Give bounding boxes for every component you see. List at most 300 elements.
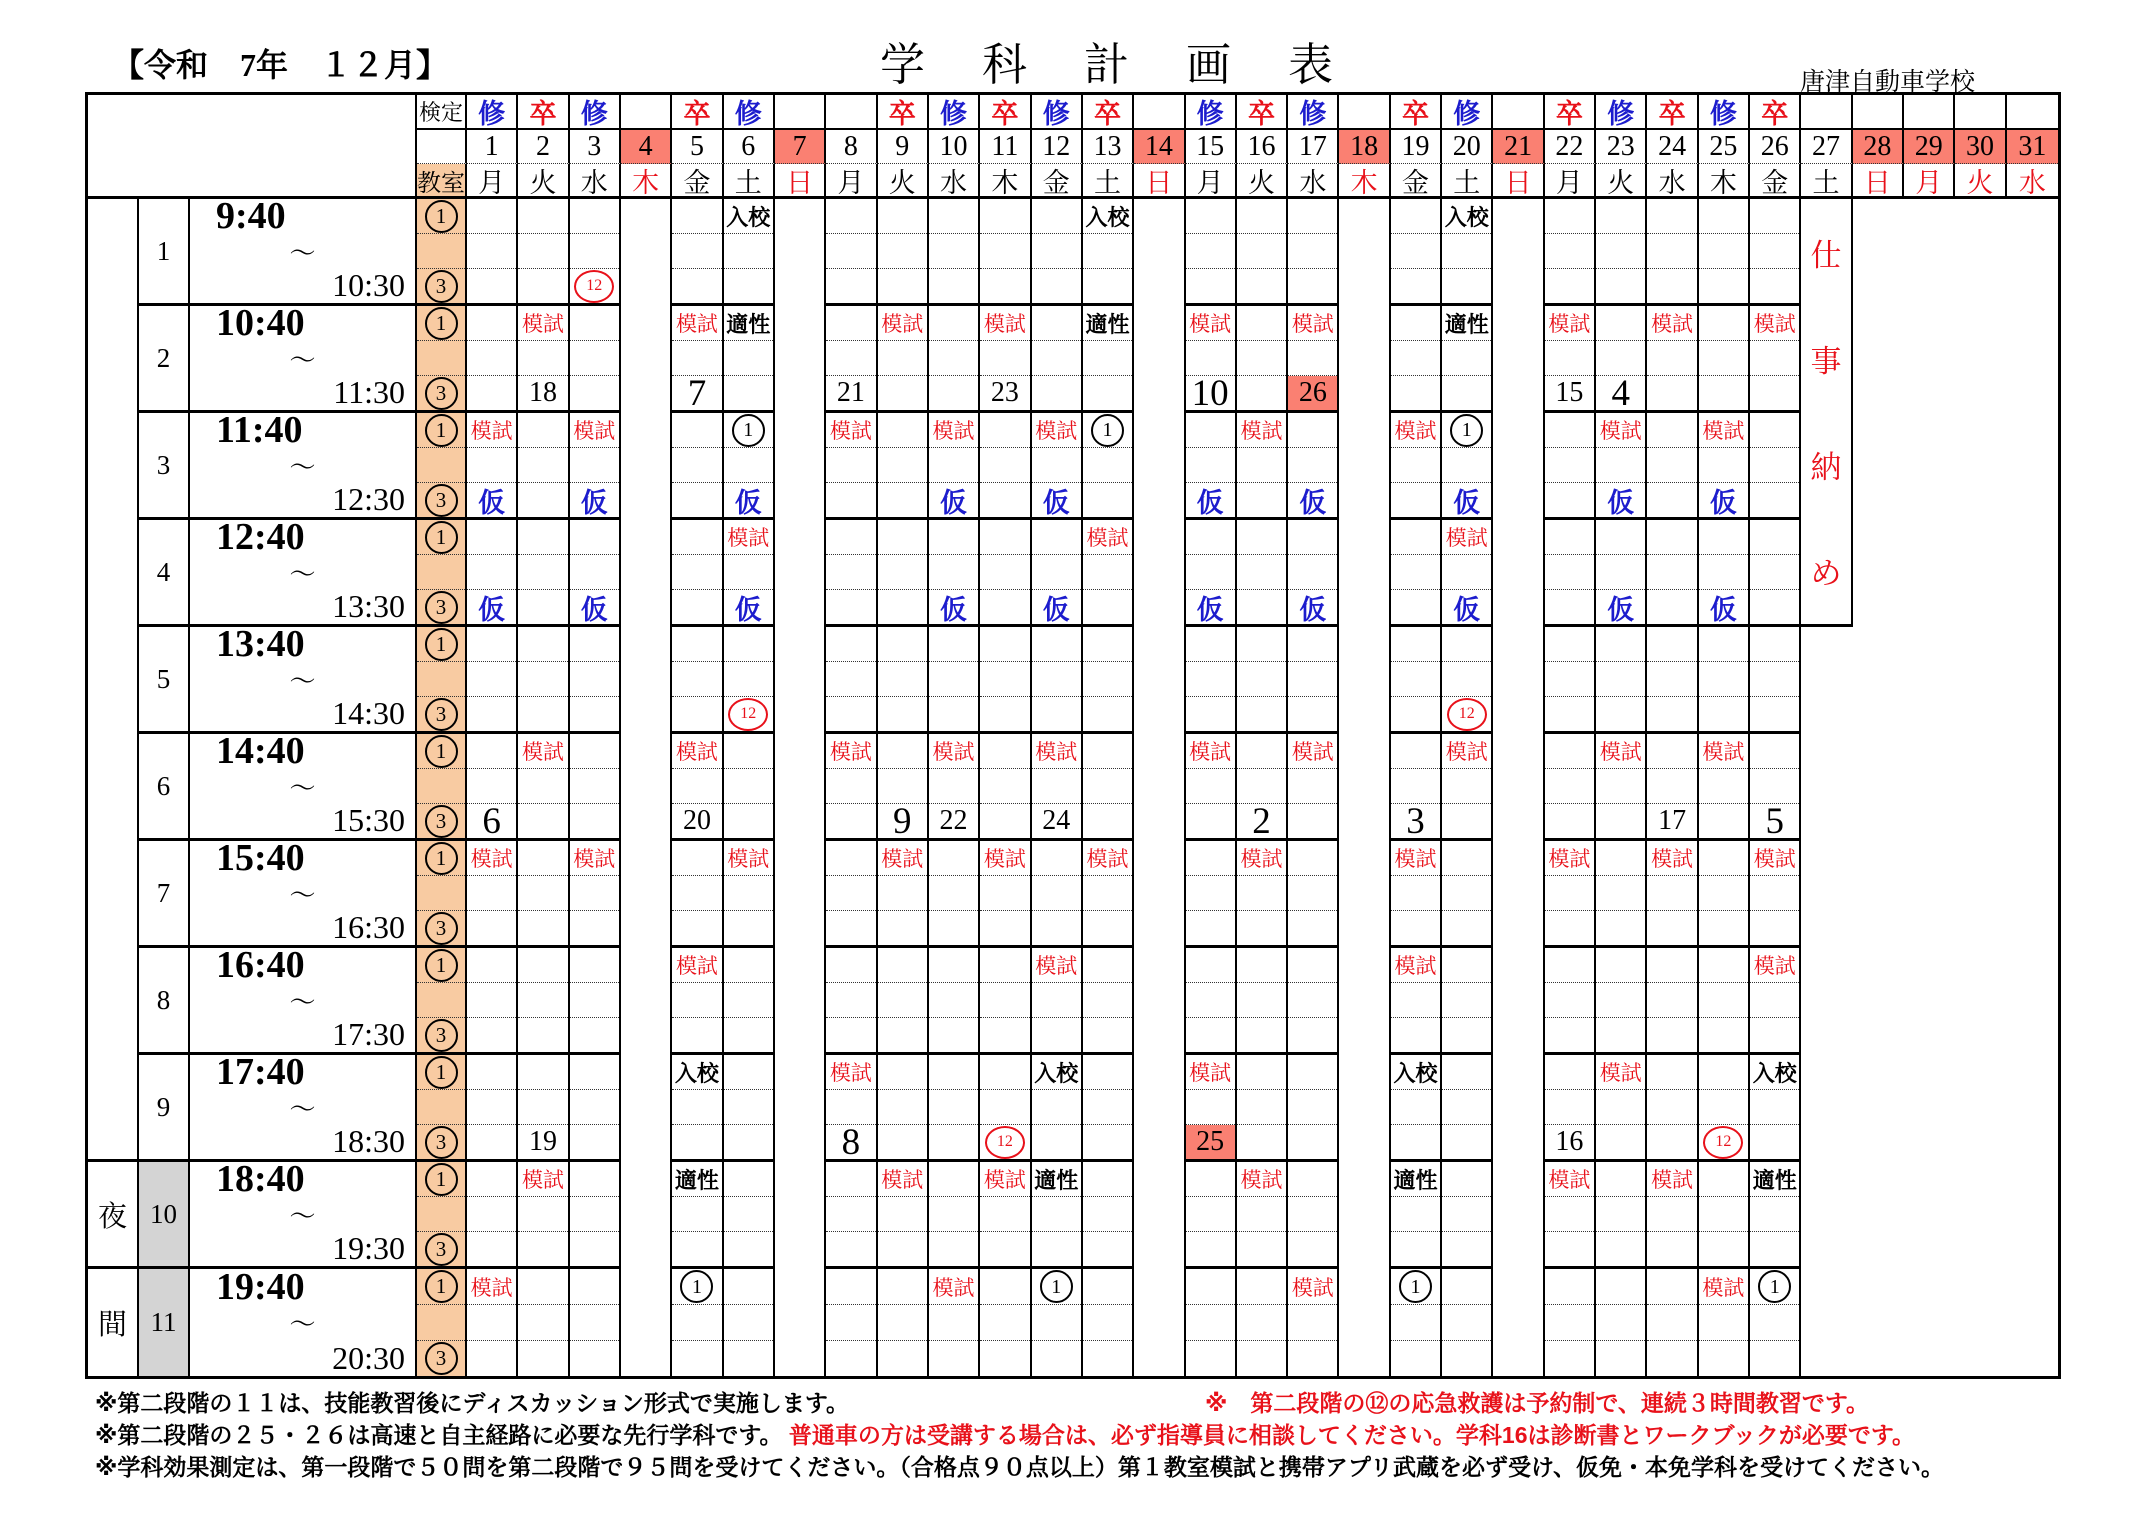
- cell-p8-d13: [1083, 948, 1134, 1055]
- cell-p3-d10: [929, 413, 980, 520]
- cell-p6-d16: [1237, 734, 1288, 841]
- cell-sub: [1596, 769, 1645, 804]
- day-number-22: [1545, 130, 1596, 164]
- cell-sub: [570, 1341, 619, 1376]
- room-sub: [417, 269, 465, 303]
- cell-p8-d9: [878, 948, 929, 1055]
- cell-p9-d17: [1288, 1055, 1339, 1162]
- cell-text: 模試: [1445, 741, 1488, 764]
- period-number-3: [139, 413, 190, 520]
- cell-sub: [518, 234, 567, 269]
- cell-text: 修: [1042, 99, 1070, 129]
- cell-sub: [826, 483, 875, 517]
- cell-sub: [672, 520, 721, 555]
- cell-sub: [1237, 1305, 1286, 1341]
- cell-sub: [929, 1090, 978, 1125]
- cell-sub: [672, 1090, 721, 1125]
- cell-p5-d26: [1750, 627, 1801, 734]
- cell-sub: [1596, 520, 1645, 555]
- cell-p3-d1: [467, 413, 518, 520]
- cell-text: 模試: [1035, 420, 1078, 443]
- time-text: 〜: [289, 880, 316, 910]
- cell-text: 卒: [1247, 99, 1275, 129]
- cell-sub: [570, 911, 619, 945]
- cell-p2-d22: [1545, 306, 1596, 413]
- cell-text: 27: [1812, 130, 1841, 162]
- cell-sub: [672, 1197, 721, 1232]
- cell-sub: [1186, 199, 1235, 234]
- cell-p4-d11: [980, 520, 1031, 627]
- cell-text: 金: [683, 167, 711, 198]
- cell-text: 9: [156, 1091, 171, 1122]
- room-sub: [417, 590, 465, 624]
- cell-sub: [980, 306, 1029, 341]
- cell-text: 模試: [1651, 313, 1694, 336]
- cell-sub: [1237, 911, 1286, 945]
- room-sub: [417, 1125, 465, 1159]
- cell-sub: [1186, 1305, 1235, 1341]
- cell-sub: [1083, 590, 1132, 624]
- cell-sub: [1186, 483, 1235, 517]
- cell-sub: [1237, 1018, 1286, 1052]
- cell-sub: [1083, 1055, 1132, 1090]
- cell-text: 4: [638, 130, 653, 162]
- cell-p6-d26: [1750, 734, 1801, 841]
- cell-sub: [570, 983, 619, 1018]
- cell-text: 日: [786, 167, 814, 198]
- cell-sub: [1750, 590, 1799, 624]
- cell-text: 3: [425, 377, 458, 410]
- cell-sub: [1391, 1305, 1440, 1341]
- cell-sub: [467, 1125, 516, 1159]
- room-cell-5: [417, 627, 467, 734]
- cell-p10-d5: [672, 1162, 723, 1269]
- cell-sub: [1083, 199, 1132, 234]
- cell-sub: [1596, 841, 1645, 876]
- cell-sub: [518, 697, 567, 731]
- cell-p8-d10: [929, 948, 980, 1055]
- cell-sub: [826, 734, 875, 769]
- kentei-day-22: [1545, 95, 1596, 130]
- cell-text: 仮: [940, 487, 968, 517]
- cell-sub: [570, 555, 619, 590]
- cell-sub: [672, 697, 721, 731]
- cell-text: 1: [1450, 414, 1483, 447]
- kentei-day-9: [878, 95, 929, 130]
- cell-p5-d15: [1186, 627, 1237, 734]
- cell-p10-d2: [518, 1162, 569, 1269]
- cell-sub: [1647, 948, 1696, 983]
- cell-p7-d13: [1083, 841, 1134, 948]
- cell-p5-d3: [570, 627, 621, 734]
- cell-text: 12: [985, 1126, 1025, 1159]
- cell-sub: [980, 199, 1029, 234]
- cell-text: 模試: [675, 741, 718, 764]
- cell-sub: [1032, 769, 1081, 804]
- time-text: 17:40: [216, 1055, 305, 1090]
- cell-sub: [1647, 1197, 1696, 1232]
- cell-text: 仮: [478, 594, 506, 624]
- cell-text: 24: [1658, 130, 1687, 162]
- weekday-22: [1545, 164, 1596, 199]
- cell-text: 22: [1555, 130, 1584, 162]
- cell-sub: [570, 769, 619, 804]
- cell-sub: [724, 269, 773, 303]
- cell-sub: [518, 590, 567, 624]
- day-number-19: [1391, 130, 1442, 164]
- cell-sub: [518, 983, 567, 1018]
- cell-sub: [1186, 734, 1235, 769]
- room-sub: [417, 841, 465, 876]
- cell-p2-d9: [878, 306, 929, 413]
- cell-sub: [1442, 911, 1491, 945]
- cell-p5-d5: [672, 627, 723, 734]
- cell-text: 修: [580, 99, 608, 129]
- cell-sub: [1083, 413, 1132, 448]
- cell-sub: [1442, 199, 1491, 234]
- cell-sub: [724, 1162, 773, 1197]
- cell-sub: [1545, 769, 1594, 804]
- cell-p3-d12: [1032, 413, 1083, 520]
- cell-sub: [724, 911, 773, 945]
- cell-sub: [570, 234, 619, 269]
- cell-text: 土: [734, 167, 762, 198]
- cell-sub: [980, 413, 1029, 448]
- cell-sub: [826, 376, 875, 410]
- cell-sub: [1442, 555, 1491, 590]
- room-cell-2: [417, 306, 467, 413]
- cell-sub: [1083, 627, 1132, 662]
- cell-sub: [1750, 983, 1799, 1018]
- cell-sub: [1750, 448, 1799, 483]
- cell-sub: [1699, 555, 1748, 590]
- cell-sub: [1032, 555, 1081, 590]
- footnote-1-black: ※第二段階の１１は、技能教習後にディスカッション形式で実施します。: [95, 1390, 849, 1416]
- cell-p6-d5: [672, 734, 723, 841]
- room-sub: [417, 341, 465, 376]
- kentei-label-cell: [417, 95, 467, 130]
- cell-p1-d11: [980, 199, 1031, 306]
- cell-sub: [518, 627, 567, 662]
- cell-p9-d8: [826, 1055, 877, 1162]
- cell-sub: [980, 769, 1029, 804]
- cell-sub: [570, 448, 619, 483]
- cell-sub: [878, 1305, 927, 1341]
- cell-sub: [826, 1018, 875, 1052]
- cell-p7-d1: [467, 841, 518, 948]
- cell-sub: [826, 306, 875, 341]
- cell-sub: [1647, 697, 1696, 731]
- cell-sub: [672, 590, 721, 624]
- day-number-13: [1083, 130, 1134, 164]
- cell-sub: [518, 1018, 567, 1052]
- cell-p8-d24: [1647, 948, 1698, 1055]
- period-number-8: [139, 948, 190, 1055]
- cell-sub: [1237, 734, 1286, 769]
- cell-sub: [1288, 1090, 1337, 1125]
- cell-sub: [467, 662, 516, 697]
- cell-text: 入校: [1034, 1060, 1079, 1086]
- cell-sub: [1647, 306, 1696, 341]
- cell-sub: [570, 804, 619, 838]
- cell-sub: [1699, 948, 1748, 983]
- weekday-10: [929, 164, 980, 199]
- cell-p3-d16: [1237, 413, 1288, 520]
- cell-text: 仮: [478, 487, 506, 517]
- cell-sub: [826, 662, 875, 697]
- cell-text: 1: [425, 628, 458, 661]
- cell-sub: [1288, 1162, 1337, 1197]
- cell-sub: [1442, 269, 1491, 303]
- weekday-13: [1083, 164, 1134, 199]
- cell-sub: [1032, 983, 1081, 1018]
- cell-text: 仮: [1607, 487, 1635, 517]
- cell-text: 金: [1042, 167, 1070, 198]
- room-sub: [417, 804, 465, 838]
- cell-sub: [1032, 483, 1081, 517]
- cell-sub: [467, 1341, 516, 1376]
- cell-p3-d17: [1288, 413, 1339, 520]
- cell-sub: [570, 1197, 619, 1232]
- cell-sub: [980, 376, 1029, 410]
- cell-text: 水: [580, 167, 608, 198]
- footnote-line-3: [95, 1449, 1944, 1482]
- cell-p5-d25: [1699, 627, 1750, 734]
- cell-p3-d25: [1699, 413, 1750, 520]
- cell-p6-d25: [1699, 734, 1750, 841]
- day-number-14: [1134, 130, 1185, 164]
- cell-sub: [1750, 413, 1799, 448]
- cell-sub: [929, 734, 978, 769]
- cell-p10-d25: [1699, 1162, 1750, 1269]
- cell-sub: [826, 804, 875, 838]
- cell-p10-d23: [1596, 1162, 1647, 1269]
- cell-sub: [1391, 234, 1440, 269]
- cell-text: 仮: [1196, 594, 1224, 624]
- cell-sub: [826, 1090, 875, 1125]
- cell-sub: [1647, 1269, 1696, 1305]
- cell-sub: [929, 697, 978, 731]
- cell-sub: [1750, 483, 1799, 517]
- cell-sub: [1647, 627, 1696, 662]
- cell-p1-d25: [1699, 199, 1750, 306]
- cell-p10-d19: [1391, 1162, 1442, 1269]
- cell-text: 水: [1658, 167, 1686, 198]
- period-number-4: [139, 520, 190, 627]
- cell-sub: [1647, 804, 1696, 838]
- footnote-3-text: ※学科効果測定は、第一段階で５０問を第二段階で９５問を受けてください。（合格点９０点以上）第１教室模試と携帯アプリ武蔵を必ず受け、仮免・本免学科を受けてください。: [95, 1454, 1945, 1480]
- cell-text: 2: [156, 342, 171, 373]
- cell-sub: [826, 234, 875, 269]
- cell-sub: [1186, 911, 1235, 945]
- cell-sub: [1391, 1162, 1440, 1197]
- cell-sub: [1186, 983, 1235, 1018]
- cell-sub: [1699, 1305, 1748, 1341]
- cell-text: 模試: [1394, 420, 1437, 443]
- cell-sub: [1032, 413, 1081, 448]
- cell-sub: [1699, 448, 1748, 483]
- cell-sub: [1237, 555, 1286, 590]
- cell-sub: [1288, 876, 1337, 911]
- cell-sub: [1032, 662, 1081, 697]
- cell-sub: [1237, 1341, 1286, 1376]
- cell-sub: [518, 1197, 567, 1232]
- time-cell-11: [190, 1269, 417, 1376]
- cell-text: 31: [2018, 130, 2047, 162]
- cell-sub: [1186, 841, 1235, 876]
- cell-sub: [1237, 1125, 1286, 1159]
- cell-text: 5: [1765, 804, 1784, 838]
- kentei-day-19: [1391, 95, 1442, 130]
- cell-p7-d17: [1288, 841, 1339, 948]
- cell-sub: [1083, 448, 1132, 483]
- cell-sub: [1391, 983, 1440, 1018]
- cell-sub: [1647, 520, 1696, 555]
- room-cell-3: [417, 413, 467, 520]
- cell-sub: [1288, 306, 1337, 341]
- room-sub: [417, 1197, 465, 1232]
- room-sub: [417, 1305, 465, 1341]
- cell-sub: [1442, 234, 1491, 269]
- cell-text: 25: [1196, 1126, 1225, 1157]
- cell-sub: [518, 769, 567, 804]
- cell-sub: [1032, 1018, 1081, 1052]
- cell-p1-d12: [1032, 199, 1083, 306]
- cell-sub: [980, 1197, 1029, 1232]
- cell-p5-d9: [878, 627, 929, 734]
- cell-sub: [1237, 483, 1286, 517]
- cell-text: 1: [425, 1056, 458, 1089]
- cell-sub: [1596, 1269, 1645, 1305]
- cell-p8-d22: [1545, 948, 1596, 1055]
- night-label-yo: [88, 1162, 139, 1269]
- cell-text: 卒: [888, 99, 916, 129]
- cell-sub: [1083, 341, 1132, 376]
- cell-p4-d12: [1032, 520, 1083, 627]
- cell-sub: [1288, 841, 1337, 876]
- day-number-6: [724, 130, 775, 164]
- cell-text: 模試: [1189, 741, 1232, 764]
- cell-sub: [570, 1090, 619, 1125]
- cell-p7-d16: [1237, 841, 1288, 948]
- cell-sub: [1186, 306, 1235, 341]
- cell-sub: [570, 1269, 619, 1305]
- cell-p8-d26: [1750, 948, 1801, 1055]
- cell-text: 3: [425, 1342, 458, 1375]
- cell-text: 卒: [1761, 99, 1789, 129]
- kentei-day-26: [1750, 95, 1801, 130]
- cell-sub: [1442, 413, 1491, 448]
- cell-sub: [1391, 1018, 1440, 1052]
- cell-sub: [1442, 1269, 1491, 1305]
- cell-sub: [1442, 1232, 1491, 1266]
- cell-text: 18: [528, 377, 557, 408]
- cell-sub: [1442, 448, 1491, 483]
- cell-text: 25: [1709, 130, 1738, 162]
- cell-sub: [929, 983, 978, 1018]
- cell-sub: [878, 804, 927, 838]
- cell-text: 20: [1452, 130, 1481, 162]
- cell-sub: [1699, 769, 1748, 804]
- cell-p8-d23: [1596, 948, 1647, 1055]
- cell-text: 模試: [675, 955, 718, 978]
- cell-text: 模試: [1651, 1169, 1694, 1192]
- time-text: 19:30: [332, 1231, 405, 1267]
- cell-sub: [1545, 1305, 1594, 1341]
- cell-sub: [1750, 876, 1799, 911]
- time-cell-1: [190, 199, 417, 306]
- cell-p7-d25: [1699, 841, 1750, 948]
- cell-sub: [1083, 555, 1132, 590]
- cell-text: 16: [1247, 130, 1276, 162]
- cell-sub: [1186, 341, 1235, 376]
- weekday-6: [724, 164, 775, 199]
- cell-sub: [724, 306, 773, 341]
- cell-text: 模試: [1702, 420, 1745, 443]
- footnote-1-red: ※ 第二段階の⑫の応急救護は予約制で、連続３時間教習です。: [1205, 1390, 1870, 1416]
- cell-sub: [1442, 1125, 1491, 1159]
- cell-sub: [1391, 876, 1440, 911]
- cell-sub: [1750, 306, 1799, 341]
- cell-sub: [826, 1232, 875, 1266]
- cell-sub: [1391, 627, 1440, 662]
- weekday-20: [1442, 164, 1493, 199]
- cell-sub: [1391, 376, 1440, 410]
- cell-p9-d12: [1032, 1055, 1083, 1162]
- weekday-28: [1853, 164, 1904, 199]
- kentei-day-18: [1339, 95, 1390, 130]
- cell-p9-d11: [980, 1055, 1031, 1162]
- cell-text: 3: [425, 1233, 458, 1266]
- cell-p7-d26: [1750, 841, 1801, 948]
- cell-text: 模試: [1548, 1169, 1591, 1192]
- cell-sub: [826, 1341, 875, 1376]
- cell-p2-d12: [1032, 306, 1083, 413]
- cell-sub: [1596, 199, 1645, 234]
- cell-p10-d22: [1545, 1162, 1596, 1269]
- cell-sub: [1750, 769, 1799, 804]
- cell-p6-d22: [1545, 734, 1596, 841]
- cell-sub: [1237, 376, 1286, 410]
- period-number-7: [139, 841, 190, 948]
- cell-p11-d10: [929, 1269, 980, 1376]
- cell-sub: [1032, 590, 1081, 624]
- cell-p11-d15: [1186, 1269, 1237, 1376]
- cell-sub: [1083, 269, 1132, 303]
- time-cell-2: [190, 306, 417, 413]
- cell-sub: [724, 804, 773, 838]
- cell-sub: [1596, 876, 1645, 911]
- cell-text: 模試: [1189, 1062, 1232, 1085]
- cell-sub: [826, 876, 875, 911]
- cell-sub: [1032, 306, 1081, 341]
- room-sub: [417, 1269, 465, 1305]
- cell-sub: [1647, 769, 1696, 804]
- cell-sub: [878, 876, 927, 911]
- time-text: 16:30: [332, 910, 405, 946]
- cell-sub: [1596, 306, 1645, 341]
- cell-sub: [826, 1305, 875, 1341]
- period-number-6: [139, 734, 190, 841]
- cell-sub: [570, 697, 619, 731]
- cell-p5-d10: [929, 627, 980, 734]
- cell-sub: [570, 520, 619, 555]
- cell-sub: [1596, 948, 1645, 983]
- cell-sub: [518, 804, 567, 838]
- cell-sub: [1083, 804, 1132, 838]
- cell-sub: [724, 520, 773, 555]
- cell-sub: [1237, 1055, 1286, 1090]
